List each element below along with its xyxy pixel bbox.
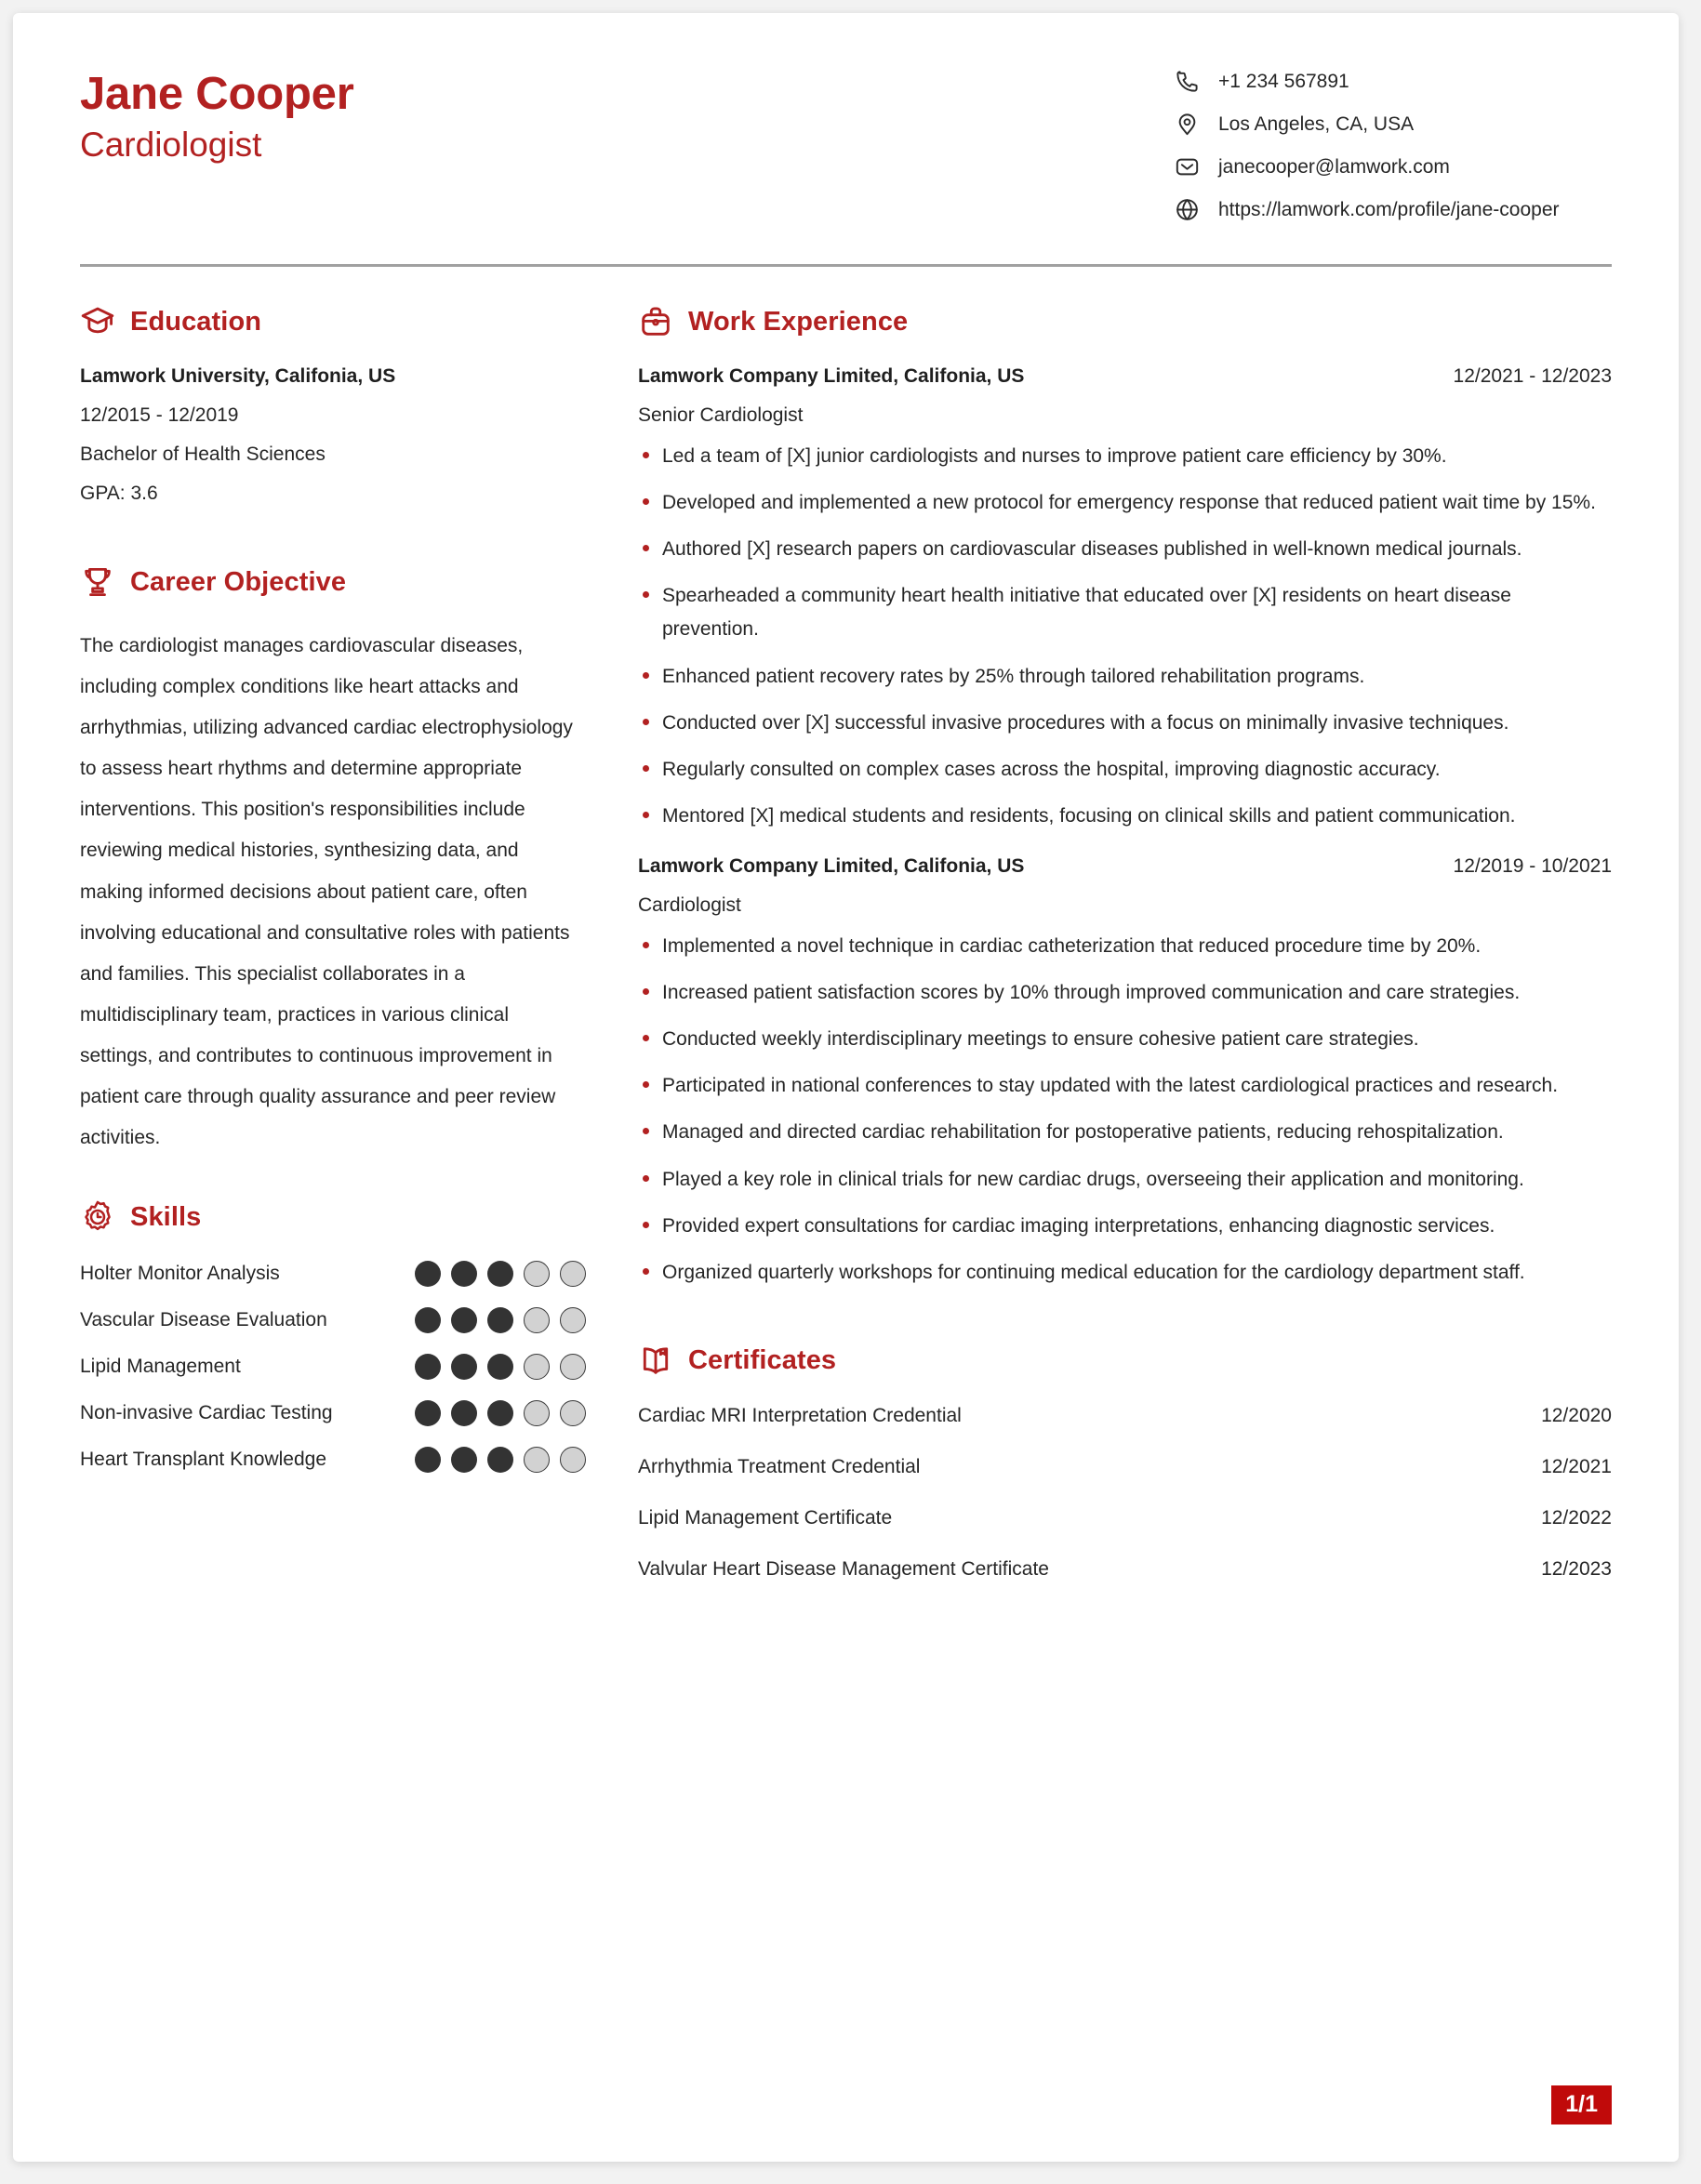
phone-icon — [1175, 69, 1200, 94]
job-bullet: Authored [X] research papers on cardiovascular diseases published in well-known medical journals. — [638, 533, 1612, 566]
certificate-row — [638, 1456, 1612, 1478]
skill-name: Lipid Management — [80, 1356, 241, 1378]
skill-dot-filled — [415, 1261, 441, 1287]
skill-dot-empty — [560, 1447, 586, 1473]
skill-dot-filled — [487, 1307, 513, 1333]
skill-row — [80, 1307, 586, 1333]
skill-dot-filled — [415, 1447, 441, 1473]
contact-location[interactable] — [1175, 112, 1612, 137]
phone-value: +1 234 567891 — [1218, 70, 1349, 92]
graduation-cap-icon — [80, 304, 115, 339]
job-bullet: Increased patient satisfaction scores by 10% through improved communication and care strategies. — [638, 976, 1612, 1010]
education-degree: Bachelor of Health Sciences — [80, 443, 326, 465]
skill-dot-empty — [560, 1354, 586, 1380]
job-position: Cardiologist — [638, 893, 741, 916]
career-objective-heading — [80, 564, 586, 600]
skill-name: Vascular Disease Evaluation — [80, 1309, 327, 1331]
certificate-name: Valvular Heart Disease Management Certificate — [638, 1557, 1049, 1580]
job-dates: 12/2021 - 12/2023 — [1453, 365, 1612, 387]
certificate-date: 12/2022 — [1541, 1506, 1612, 1529]
email-icon — [1175, 154, 1200, 179]
job-company: Lamwork Company Limited, Califonia, US — [638, 854, 1025, 877]
skill-dot-empty — [560, 1307, 586, 1333]
job-bullet: Participated in national conferences to stay updated with the latest cardiological practices and research. — [638, 1069, 1612, 1103]
contact-phone[interactable] — [1175, 69, 1612, 94]
skills-title: Skills — [130, 1201, 202, 1232]
job-bullet: Implemented a novel technique in cardiac catheterization that reduced procedure time by 20%. — [638, 930, 1612, 963]
job-bullet: Developed and implemented a new protocol for emergency response that reduced patient wait time by 15%. — [638, 486, 1612, 520]
skill-dot-empty — [560, 1400, 586, 1426]
job-bullet: Led a team of [X] junior cardiologists and nurses to improve patient care efficiency by 30%. — [638, 440, 1612, 473]
section-work-experience — [638, 304, 1612, 1290]
skill-dot-filled — [451, 1307, 477, 1333]
briefcase-icon — [638, 304, 673, 339]
skill-dot-filled — [487, 1261, 513, 1287]
career-objective-title: Career Objective — [130, 566, 347, 597]
skill-dot-filled — [487, 1447, 513, 1473]
skill-row — [80, 1447, 586, 1473]
certificate-date: 12/2021 — [1541, 1455, 1612, 1477]
skill-name: Non-invasive Cardiac Testing — [80, 1402, 333, 1424]
skill-dot-filled — [451, 1354, 477, 1380]
certificate-date: 12/2023 — [1541, 1557, 1612, 1580]
skill-row — [80, 1400, 586, 1426]
spacer — [80, 1158, 586, 1199]
job-bullet-list — [638, 440, 1612, 833]
skill-dot-filled — [487, 1400, 513, 1426]
skill-row — [80, 1354, 586, 1380]
skill-name: Heart Transplant Knowledge — [80, 1449, 326, 1471]
skill-dot-filled — [415, 1354, 441, 1380]
skill-level-dots — [415, 1307, 586, 1333]
resume-body — [80, 304, 1612, 1609]
trophy-icon — [80, 564, 115, 600]
certificates-title: Certificates — [688, 1345, 837, 1376]
skill-level-dots — [415, 1354, 586, 1380]
education-school: Lamwork University, Califonia, US — [80, 365, 396, 387]
skill-dot-empty — [524, 1261, 550, 1287]
section-education — [80, 304, 586, 505]
skill-dot-empty — [560, 1261, 586, 1287]
website-value: https://lamwork.com/profile/jane-cooper — [1218, 198, 1560, 220]
job-bullet: Spearheaded a community heart health initiative that educated over [X] residents on heart disease prevention. — [638, 579, 1612, 646]
spacer — [80, 505, 586, 564]
certificate-row — [638, 1558, 1612, 1581]
certificate-name: Arrhythmia Treatment Credential — [638, 1455, 921, 1477]
job-position: Senior Cardiologist — [638, 404, 804, 426]
skill-dot-empty — [524, 1354, 550, 1380]
identity-block — [80, 65, 354, 167]
job-bullet: Managed and directed cardiac rehabilitation for postoperative patients, reducing rehospitalization. — [638, 1116, 1612, 1149]
page-indicator-badge: 1/1 — [1551, 2085, 1612, 2124]
skill-dot-filled — [451, 1261, 477, 1287]
header-divider — [80, 264, 1612, 267]
resume-page — [13, 13, 1679, 2162]
certificate-name: Lipid Management Certificate — [638, 1506, 893, 1529]
job-bullet: Conducted over [X] successful invasive procedures with a focus on minimally invasive techniques. — [638, 707, 1612, 740]
location-value: Los Angeles, CA, USA — [1218, 113, 1415, 135]
job-bullet: Provided expert consultations for cardiac imaging interpretations, enhancing diagnostic services. — [638, 1210, 1612, 1243]
location-icon — [1175, 112, 1200, 137]
candidate-role: Cardiologist — [80, 125, 262, 164]
contact-website[interactable] — [1175, 197, 1612, 222]
work-experience-heading — [638, 304, 1612, 339]
job-dates: 12/2019 - 10/2021 — [1453, 854, 1612, 877]
candidate-name: Jane Cooper — [80, 69, 354, 119]
jobs-list — [638, 365, 1612, 1290]
skill-level-dots — [415, 1400, 586, 1426]
education-gpa: GPA: 3.6 — [80, 483, 158, 504]
right-column — [638, 304, 1612, 1609]
section-career-objective — [80, 564, 586, 1158]
skill-row — [80, 1261, 586, 1287]
skill-dot-filled — [487, 1354, 513, 1380]
skill-dot-empty — [524, 1307, 550, 1333]
skill-level-dots — [415, 1261, 586, 1287]
skills-list — [80, 1261, 586, 1473]
job-bullet: Played a key role in clinical trials for new cardiac drugs, overseeing their application and monitoring. — [638, 1163, 1612, 1197]
job-entry — [638, 855, 1612, 1290]
section-skills — [80, 1199, 586, 1473]
gear-clock-icon — [80, 1199, 115, 1235]
job-bullet: Conducted weekly interdisciplinary meetings to ensure cohesive patient care strategies. — [638, 1023, 1612, 1056]
skill-dot-filled — [415, 1307, 441, 1333]
skill-dot-filled — [451, 1447, 477, 1473]
job-bullet-list — [638, 930, 1612, 1290]
open-book-icon — [638, 1343, 673, 1379]
section-certificates — [638, 1343, 1612, 1581]
skill-dot-empty — [524, 1447, 550, 1473]
job-company: Lamwork Company Limited, Califonia, US — [638, 365, 1025, 387]
job-entry — [638, 365, 1612, 833]
work-experience-title: Work Experience — [688, 306, 909, 337]
job-bullet: Mentored [X] medical students and residents, focusing on clinical skills and patient communication. — [638, 800, 1612, 833]
skill-dot-filled — [451, 1400, 477, 1426]
certificate-row — [638, 1507, 1612, 1529]
skill-dot-filled — [415, 1400, 441, 1426]
website-icon — [1175, 197, 1200, 222]
skill-name: Holter Monitor Analysis — [80, 1263, 280, 1285]
job-bullet: Regularly consulted on complex cases across the hospital, improving diagnostic accuracy. — [638, 753, 1612, 787]
job-bullet: Enhanced patient recovery rates by 25% through tailored rehabilitation programs. — [638, 660, 1612, 694]
contact-list — [1175, 65, 1612, 240]
certificate-name: Cardiac MRI Interpretation Credential — [638, 1404, 962, 1426]
education-heading — [80, 304, 586, 339]
resume-header — [80, 65, 1612, 240]
job-header — [638, 365, 1612, 388]
email-value: janecooper@lamwork.com — [1218, 155, 1450, 178]
career-objective-text: The cardiologist manages cardiovascular diseases, including complex conditions like heart attacks and arrhythmias, utilizing advanced cardiac electrophysiology to assess heart rhythms and determine appropriate interventions. This position's responsibilities include reviewing medical histories, synthesizing data, and making informed decisions about patient care, often involving educational and consultative roles with patients and families. This specialist collaborates in a multidisciplinary team, practices in various clinical settings, and contributes to continuous improvement in patient care through quality assurance and peer review activities. — [80, 635, 573, 1149]
certificate-row — [638, 1405, 1612, 1427]
skill-level-dots — [415, 1447, 586, 1473]
certificates-heading — [638, 1343, 1612, 1379]
job-header — [638, 855, 1612, 878]
contact-email[interactable] — [1175, 154, 1612, 179]
skills-heading — [80, 1199, 586, 1235]
certificates-list — [638, 1405, 1612, 1581]
education-title: Education — [130, 306, 262, 337]
education-dates: 12/2015 - 12/2019 — [80, 404, 239, 426]
skill-dot-empty — [524, 1400, 550, 1426]
left-column — [80, 304, 638, 1609]
job-bullet: Organized quarterly workshops for continuing medical education for the cardiology department staff. — [638, 1256, 1612, 1290]
spacer — [638, 1303, 1612, 1343]
certificate-date: 12/2020 — [1541, 1404, 1612, 1426]
